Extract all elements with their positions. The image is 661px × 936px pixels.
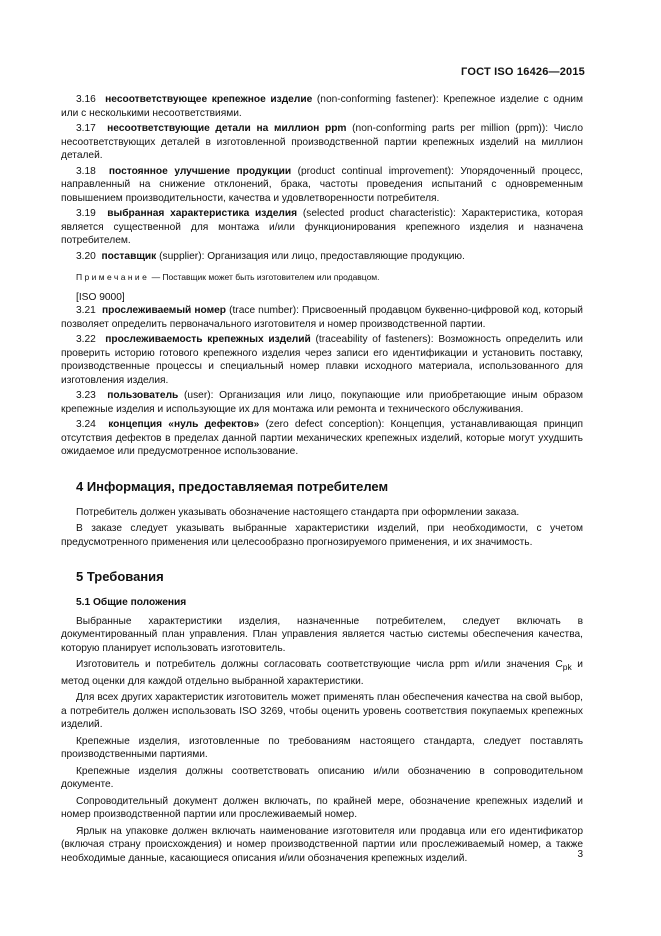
paragraph: Для всех других характеристик изготовитель может применять план обеспечения качества на свой выбор, а потребитель должен использовать ISO 3269, чтобы оценить уровень соответствия покупаемых крепежных изделий. <box>61 692 583 731</box>
term-entry: 3.19 выбранная характеристика изделия (selected product characteristic): Характеристика, которая является существенной для монтажа и/или функционирования крепежного изделия и назначена потребителем. <box>61 208 583 246</box>
paragraph: Изготовитель и потребитель должны согласовать соответствующие числа ppm и/или значения $C_{pk}$ и метод оценки для каждой отдельно выбранной характеристики. <box>61 659 583 687</box>
terms-list-a <box>61 93 583 263</box>
term-entry: 3.16 несоответствующее крепежное изделие (non-conforming fastener): Крепежное изделие с одним или с несколькими несоответствиями. <box>61 94 583 119</box>
paragraph: Сопроводительный документ должен включать, по крайней мере, обозначение крепежных изделий и номер производственной партии или прослеживаемый номер. <box>61 795 583 821</box>
note: Примечание — Поставщик может быть изготовителем или продавцом. <box>76 272 380 282</box>
term-entry: 3.24 концепция «нуль дефектов» (zero defect conception): Концепция, устанавливающая принцип отсутствия дефектов в пределах данной партии механических крепежных изделий, которые могут ухудшить ожидаемое или предусмотренное использование. <box>61 419 583 457</box>
terms-list-b <box>61 304 583 459</box>
paragraph: Крепежные изделия должны соответствовать описанию и/или обозначению в сопроводительном документе. <box>61 765 583 791</box>
paragraph: Выбранные характеристики изделия, назначенные потребителем, следует включать в документированный план управления. План управления является частью системы обеспечения качества, которую планирует использовать изготовитель. <box>61 615 583 654</box>
paragraph: Потребитель должен указывать обозначение настоящего стандарта при оформлении заказа. <box>76 506 520 518</box>
page-number: 3 <box>577 849 583 860</box>
term-entry: 3.21 прослеживаемый номер (trace number): Присвоенный продавцом буквенно-цифровой код, который позволяет определить первоначального изготовителя и номер производственной партии. <box>61 305 583 330</box>
document-code: ГОСТ ISO 16426—2015 <box>461 66 585 78</box>
section-5-heading: 5 Требования <box>76 569 164 584</box>
term-entry: 3.22 прослеживаемость крепежных изделий (traceability of fasteners): Возможность определить или проверить историю готового крепежного изделия через записи его идентификации и установить поставку, производственные процессы и специальный номер плавки исходного материала, использованного для изготовления изделия. <box>61 334 584 386</box>
term-entry: 3.17 несоответствующие детали на миллион ppm (non-conforming parts per million (ppm)): Число несоответствующих деталей в изготовленной производственной партии крепежных изделий на миллион деталей. <box>61 123 584 161</box>
iso-reference: [ISO 9000] <box>76 291 125 303</box>
paragraph: Крепежные изделия, изготовленные по требованиям настоящего стандарта, следует поставлять производственными партиями. <box>61 735 583 761</box>
section-4-heading: 4 Информация, предоставляемая потребителем <box>76 478 389 494</box>
term-entry: 3.18 постоянное улучшение продукции (product continual improvement): Упорядоченный процесс, направленный на снижение отклонений, брака, частоты проведения испытаний с одновременным повышением производительности, качества и удовлетворенности потребителя. <box>61 165 583 204</box>
term-entry: 3.23 пользователь (user): Организация или лицо, покупающие или приобретающие иным образом крепежные изделия и использующие их для монтажа или ремонта и технического обслуживания. <box>61 390 584 415</box>
subsection-5-1-heading: 5.1 Общие положения <box>76 597 187 608</box>
paragraph: Ярлык на упаковке должен включать наименование изготовителя или продавца или его идентификатор (включая страну происхождения) и номер производственной партии или прослеживаемый номер, а также необходимые данные, касающиеся описания и/или обозначения крепежных изделий. <box>61 825 583 864</box>
term-entry: 3.20 поставщик (supplier): Организация или лицо, предоставляющие продукцию. <box>76 250 465 262</box>
page-content <box>61 93 583 868</box>
paragraph: В заказе следует указывать выбранные характеристики изделий, при необходимости, с учетом предусмотренного применения или целесообразно прогнозируемого применения, и их значимость. <box>61 523 583 548</box>
